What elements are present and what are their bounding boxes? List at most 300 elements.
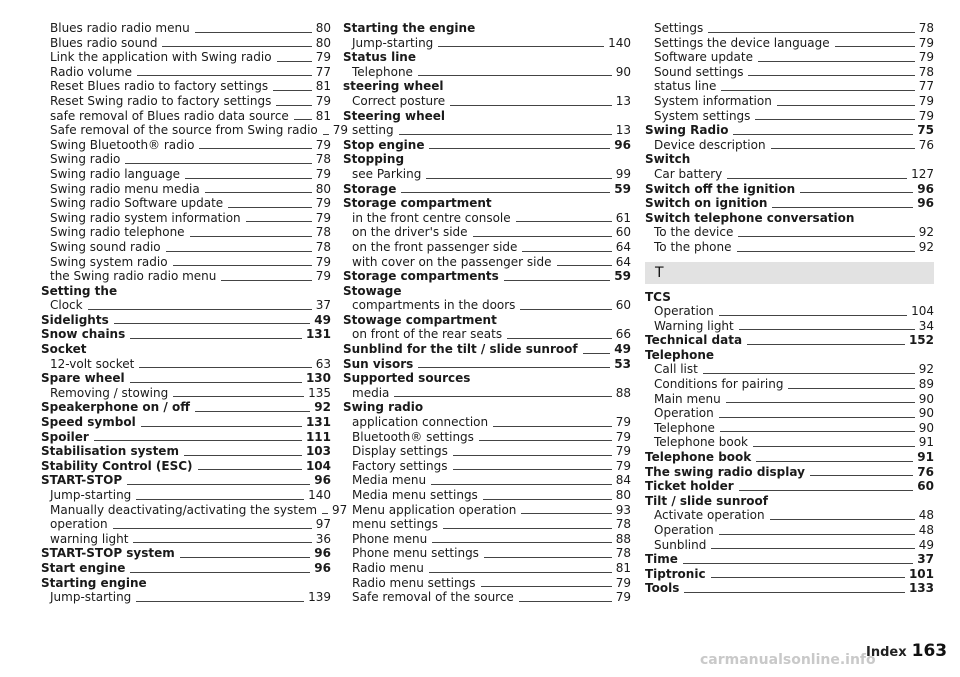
leader-line (127, 484, 310, 485)
entry-label: Swing Bluetooth® radio (50, 137, 195, 152)
leader-line (810, 475, 913, 476)
entry-page-number: 48 (918, 523, 934, 537)
index-subentry (645, 523, 934, 538)
entry-label: 12-volt socket (50, 356, 135, 371)
entry-label: operation (50, 517, 108, 532)
index-group-heading: Switch telephone conversation (645, 210, 855, 225)
index-entry (41, 371, 331, 386)
leader-line (199, 148, 311, 149)
index-group-heading: Supported sources (343, 371, 471, 386)
index-subentry (41, 225, 331, 240)
leader-line (180, 557, 311, 558)
index-entry (41, 400, 331, 415)
index-group-heading: Starting the engine (343, 21, 476, 35)
index-subentry (343, 576, 631, 591)
index-subentry (41, 532, 331, 547)
leader-line (726, 402, 915, 403)
entry-label: Link the application with Swing radio (50, 50, 272, 65)
entry-page-number: 90 (918, 406, 934, 421)
entry-page-number: 79 (918, 35, 934, 50)
entry-page-number: 36 (315, 531, 331, 546)
entry-label: System information (654, 93, 772, 108)
leader-line (770, 519, 915, 520)
entry-page-number: 79 (315, 210, 331, 225)
entry-label: Device description (654, 137, 766, 152)
entry-page-number: 13 (615, 123, 631, 138)
entry-page-number: 96 (917, 181, 934, 196)
index-subentry (41, 517, 331, 532)
leader-line (277, 61, 312, 62)
index-subentry (645, 406, 934, 421)
leader-line (173, 396, 304, 397)
leader-line (835, 46, 915, 47)
leader-line (136, 601, 304, 602)
index-subentry (343, 503, 631, 518)
page-number: 163 (911, 641, 948, 661)
entry-label: Swing radio (50, 152, 121, 167)
entry-label: Switch off the ignition (645, 181, 796, 196)
index-subentry (645, 79, 934, 94)
entry-page-number: 103 (305, 444, 331, 459)
index-subentry (645, 36, 934, 51)
index-subentry (343, 430, 631, 445)
index-subentry (645, 377, 934, 392)
entry-label: warning light (50, 531, 129, 546)
entry-page-number: 96 (314, 546, 331, 561)
entry-page-number: 80 (315, 21, 331, 35)
index-subentry (41, 79, 331, 94)
entry-page-number: 131 (305, 415, 331, 430)
leader-line (450, 105, 612, 106)
entry-page-number: 49 (614, 342, 631, 357)
leader-line (473, 236, 612, 237)
leader-line (113, 528, 312, 529)
index-subentry (645, 167, 934, 182)
entry-label: Snow chains (41, 327, 126, 342)
leader-line (739, 329, 915, 330)
index-subentry (645, 138, 934, 153)
index-subentry (343, 546, 631, 561)
entry-page-number: 79 (918, 50, 934, 65)
leader-line (136, 499, 304, 500)
entry-label: Conditions for pairing (654, 377, 784, 392)
leader-line (504, 280, 610, 281)
index-entry (41, 444, 331, 459)
index-subentry (41, 182, 331, 197)
leader-line (88, 309, 312, 310)
entry-page-number: 79 (918, 93, 934, 108)
index-group-heading: Storage compartment (343, 196, 492, 211)
leader-line (453, 469, 612, 470)
index-entry (41, 327, 331, 342)
index-entry (645, 123, 934, 138)
leader-line (520, 309, 611, 310)
entry-label: Manually deactivating/activating the system (50, 502, 318, 517)
leader-line (394, 396, 611, 397)
entry-page-number: 127 (911, 166, 934, 181)
leader-line (703, 373, 915, 374)
entry-page-number: 140 (608, 35, 631, 50)
leader-line (711, 577, 905, 578)
entry-label: Swing radio system information (50, 210, 241, 225)
leader-line (195, 411, 310, 412)
entry-label: Speed symbol (41, 415, 136, 430)
entry-page-number: 88 (615, 531, 631, 546)
entry-label: status line (654, 79, 717, 94)
index-subentry (645, 362, 934, 377)
entry-label: Safe removal of the source from Swing radio (50, 123, 318, 138)
leader-line (401, 192, 610, 193)
entry-page-number: 91 (918, 435, 934, 450)
index-entry (645, 333, 934, 348)
index-subentry (343, 444, 631, 459)
entry-label: Car battery (654, 166, 723, 181)
entry-label: Swing Radio (645, 123, 729, 138)
entry-page-number: 79 (615, 590, 631, 605)
index-entry (645, 196, 934, 211)
entry-label: To the device (654, 225, 734, 240)
index-entry (645, 450, 934, 465)
index-subentry (645, 392, 934, 407)
entry-page-number: 78 (615, 546, 631, 561)
leader-line (431, 484, 612, 485)
index-entry (645, 479, 934, 494)
index-group-heading: Stowage compartment (343, 312, 497, 327)
index-subentry (343, 386, 631, 401)
index-subentry (343, 94, 631, 109)
index-subentry (41, 298, 331, 313)
leader-line (130, 338, 302, 339)
index-subentry (41, 240, 331, 255)
entry-label: Sunblind for the tilt / slide sunroof (343, 342, 578, 357)
entry-page-number: 131 (305, 327, 331, 342)
entry-label: Menu application operation (352, 502, 517, 517)
entry-label: Stop engine (343, 137, 425, 152)
entry-label: Sunblind (654, 537, 707, 552)
entry-label: Activate operation (654, 508, 765, 523)
entry-label: Tiptronic (645, 566, 706, 581)
index-subentry (41, 65, 331, 80)
index-group-heading: Switch (645, 152, 691, 167)
entry-label: Speakerphone on / off (41, 400, 190, 415)
index-subentry (41, 21, 331, 36)
index-group-heading: Swing radio (343, 400, 424, 415)
leader-line (583, 353, 611, 354)
index-subentry (343, 240, 631, 255)
leader-line (137, 75, 312, 76)
index-subentry (41, 488, 331, 503)
entry-label: Phone menu (352, 531, 428, 546)
index-subentry (41, 357, 331, 372)
leader-line (720, 431, 915, 432)
index-subentry (41, 269, 331, 284)
entry-page-number: 92 (918, 239, 934, 254)
leader-line (737, 251, 915, 252)
index-entry (645, 552, 934, 567)
leader-line (221, 280, 311, 281)
entry-page-number: 97 (315, 517, 331, 532)
index-subentry (645, 240, 934, 255)
entry-page-number: 79 (315, 269, 331, 284)
index-subentry (343, 459, 631, 474)
index-subentry (343, 123, 631, 138)
leader-line (438, 46, 604, 47)
index-group-heading: Steering wheel (343, 108, 446, 123)
entry-label: Start engine (41, 560, 126, 575)
index-subentry (645, 319, 934, 334)
entry-label: see Parking (352, 166, 422, 181)
leader-line (557, 265, 612, 266)
index-entry (343, 269, 631, 284)
entry-label: START-STOP system (41, 546, 175, 561)
leader-line (133, 542, 311, 543)
leader-line (516, 221, 612, 222)
index-subentry (343, 532, 631, 547)
index-group-heading: Stowage (343, 283, 402, 298)
entry-label: on front of the rear seats (352, 327, 503, 342)
index-subentry (41, 152, 331, 167)
entry-label: Storage compartments (343, 269, 499, 284)
entry-page-number: 90 (615, 64, 631, 79)
entry-page-number: 66 (615, 327, 631, 342)
entry-page-number: 78 (918, 64, 934, 79)
leader-line (130, 382, 302, 383)
entry-page-number: 13 (615, 93, 631, 108)
index-entry (343, 357, 631, 372)
entry-page-number: 92 (314, 400, 331, 415)
index-subentry (343, 65, 631, 80)
entry-label: Swing radio language (50, 166, 181, 181)
index-subentry (645, 435, 934, 450)
entry-page-number: 101 (908, 566, 934, 581)
leader-line (753, 446, 915, 447)
entry-page-number: 80 (315, 181, 331, 196)
entry-page-number: 78 (315, 152, 331, 167)
entry-page-number: 64 (615, 239, 631, 254)
entry-label: setting (352, 123, 394, 138)
entry-page-number: 81 (315, 79, 331, 94)
index-subentry (41, 196, 331, 211)
watermark: carmanualsonline.info (700, 652, 876, 668)
leader-line (453, 455, 612, 456)
index-entry (41, 546, 331, 561)
leader-line (94, 440, 302, 441)
entry-label: Display settings (352, 444, 448, 459)
entry-page-number: 104 (305, 458, 331, 473)
entry-label: Phone menu settings (352, 546, 479, 561)
index-group-heading: Socket (41, 342, 87, 357)
entry-page-number: 90 (918, 420, 934, 435)
leader-line (418, 75, 612, 76)
leader-line (684, 592, 905, 593)
entry-label: Switch on ignition (645, 196, 768, 211)
index-entry (645, 567, 934, 582)
leader-line (483, 499, 612, 500)
entry-label: Stability Control (ESC) (41, 458, 193, 473)
entry-page-number: 79 (615, 415, 631, 430)
entry-page-number: 49 (314, 312, 331, 327)
entry-page-number: 96 (314, 560, 331, 575)
entry-label: To the phone (654, 239, 732, 254)
index-subentry (343, 473, 631, 488)
index-subentry (645, 21, 934, 36)
entry-page-number: 81 (315, 108, 331, 123)
index-group-heading: Tilt / slide sunroof (645, 493, 769, 508)
index-group-heading: Stopping (343, 152, 405, 167)
entry-page-number: 78 (315, 239, 331, 254)
leader-line (719, 534, 915, 535)
entry-page-number: 89 (918, 377, 934, 392)
index-subentry (645, 538, 934, 553)
index-subentry (41, 255, 331, 270)
leader-line (114, 323, 311, 324)
index-subentry (343, 211, 631, 226)
entry-page-number: 135 (308, 385, 331, 400)
entry-label: System settings (654, 108, 751, 123)
leader-line (481, 586, 612, 587)
leader-line (711, 548, 914, 549)
entry-label: Software update (654, 50, 753, 65)
entry-page-number: 37 (315, 298, 331, 313)
entry-label: Removing / stowing (50, 385, 169, 400)
leader-line (195, 32, 312, 33)
index-entry (41, 430, 331, 445)
leader-line (322, 513, 328, 514)
entry-label: Sun visors (343, 356, 414, 371)
entry-page-number: 79 (615, 575, 631, 590)
entry-page-number: 49 (918, 537, 934, 552)
index-subentry (41, 211, 331, 226)
entry-label: Telephone (352, 64, 413, 79)
index-entry (41, 313, 331, 328)
entry-label: on the driver's side (352, 225, 468, 240)
entry-page-number: 79 (315, 166, 331, 181)
leader-line (190, 236, 312, 237)
entry-label: Swing radio Software update (50, 196, 224, 211)
entry-label: Blues radio sound (50, 35, 158, 50)
entry-page-number: 78 (615, 517, 631, 532)
entry-page-number: 34 (918, 318, 934, 333)
leader-line (683, 563, 913, 564)
index-entry (41, 561, 331, 576)
leader-line (727, 178, 907, 179)
index-subentry (343, 590, 631, 605)
leader-line (738, 236, 914, 237)
index-subentry (343, 415, 631, 430)
index-subentry (343, 517, 631, 532)
entry-label: Operation (654, 406, 714, 421)
entry-page-number: 59 (614, 269, 631, 284)
leader-line (484, 557, 612, 558)
index-subentry (343, 167, 631, 182)
leader-line (493, 426, 612, 427)
entry-page-number: 79 (615, 444, 631, 459)
entry-label: Radio menu (352, 560, 424, 575)
entry-label: Reset Swing radio to factory settings (50, 93, 272, 108)
entry-label: Reset Blues radio to factory settings (50, 79, 269, 94)
entry-label: Bluetooth® settings (352, 429, 474, 444)
entry-label: Warning light (654, 318, 734, 333)
index-entry (645, 581, 934, 596)
index-entry (343, 342, 631, 357)
leader-line (139, 367, 311, 368)
page-footer (866, 641, 947, 661)
leader-line (432, 542, 611, 543)
index-column-2 (343, 21, 631, 605)
index-subentry (343, 36, 631, 51)
entry-label: Settings the device language (654, 35, 830, 50)
entry-label: Spare wheel (41, 371, 125, 386)
leader-line (162, 46, 311, 47)
entry-page-number: 61 (615, 210, 631, 225)
entry-page-number: 77 (918, 79, 934, 94)
entry-page-number: 96 (917, 196, 934, 211)
entry-label: Radio menu settings (352, 575, 476, 590)
entry-page-number: 79 (315, 93, 331, 108)
leader-line (748, 75, 914, 76)
entry-label: The swing radio display (645, 464, 805, 479)
leader-line (708, 32, 915, 33)
index-subentry (645, 50, 934, 65)
index-subentry (645, 225, 934, 240)
index-subentry (41, 123, 349, 138)
entry-label: Jump-starting (50, 590, 132, 605)
entry-page-number: 84 (615, 473, 631, 488)
entry-label: Factory settings (352, 458, 448, 473)
entry-label: safe removal of Blues radio data source (50, 108, 289, 123)
entry-label: Telephone book (654, 435, 749, 450)
entry-label: Ticket holder (645, 479, 734, 494)
entry-label: Swing radio menu media (50, 181, 200, 196)
entry-page-number: 104 (911, 304, 934, 319)
leader-line (739, 490, 914, 491)
leader-line (747, 344, 905, 345)
leader-line (521, 513, 611, 514)
leader-line (294, 119, 312, 120)
entry-page-number: 53 (614, 356, 631, 371)
entry-page-number: 60 (615, 298, 631, 313)
entry-page-number: 63 (315, 356, 331, 371)
index-subentry (343, 488, 631, 503)
entry-label: in the front centre console (352, 210, 511, 225)
index-subentry (645, 421, 934, 436)
entry-label: Storage (343, 181, 397, 196)
leader-line (777, 105, 915, 106)
index-subentry (41, 502, 348, 518)
index-subentry (41, 94, 331, 109)
index-entry (41, 415, 331, 430)
leader-line (719, 417, 915, 418)
entry-page-number: 60 (917, 479, 934, 494)
entry-page-number: 64 (615, 254, 631, 269)
entry-page-number: 99 (615, 166, 631, 181)
index-subentry (343, 327, 631, 342)
index-subentry (41, 386, 331, 401)
entry-page-number: 76 (918, 137, 934, 152)
leader-line (323, 134, 329, 135)
entry-label: START-STOP (41, 473, 123, 488)
entry-page-number: 48 (918, 508, 934, 523)
entry-label: Telephone (654, 420, 715, 435)
entry-page-number: 79 (615, 458, 631, 473)
leader-line (184, 455, 302, 456)
entry-page-number: 59 (614, 181, 631, 196)
leader-line (185, 178, 312, 179)
entry-page-number: 80 (315, 35, 331, 50)
entry-label: compartments in the doors (352, 298, 516, 313)
leader-line (141, 426, 302, 427)
entry-label: Media menu (352, 473, 427, 488)
